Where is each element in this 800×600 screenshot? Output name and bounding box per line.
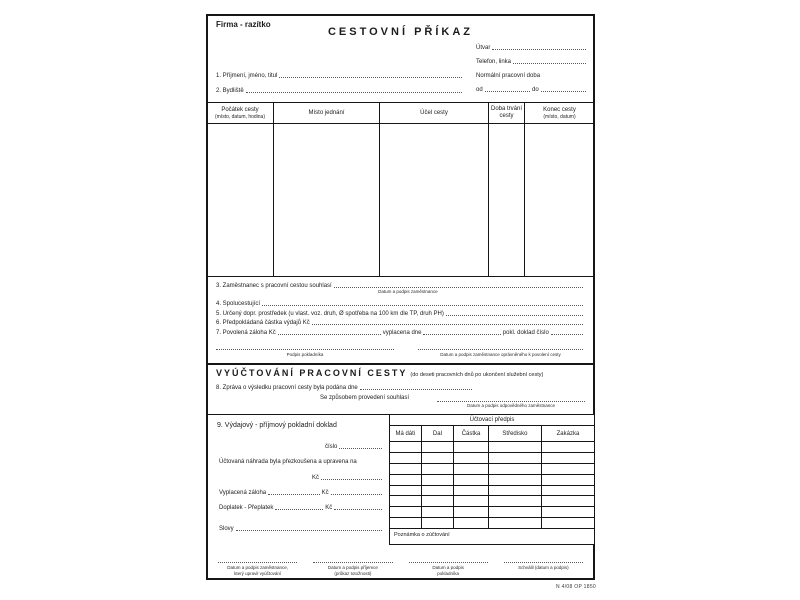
dotted-line	[334, 281, 583, 288]
trip-col-place-header	[274, 103, 379, 124]
signature-dotted-line	[504, 557, 583, 563]
dotted-line	[334, 503, 382, 510]
cash-voucher-left	[207, 415, 389, 545]
cashier-signature-caption: Podpis pokladníka	[286, 352, 324, 357]
company-stamp-label: Firma - razítko	[216, 20, 271, 29]
table-row	[390, 442, 594, 453]
method-approval-caption: Datum a podpis odpovědného zaměstnance	[467, 403, 556, 408]
amount-in-words-label: Slovy	[219, 526, 234, 532]
dotted-line	[423, 328, 500, 335]
dotted-line	[312, 318, 583, 325]
from-label: od	[476, 87, 483, 93]
settlement-title-subtitle: (do deseti pracovních dnů po ukončení služební cesty)	[410, 372, 544, 378]
trip-col-end-header	[525, 103, 594, 124]
header-main: Doba trvání	[490, 106, 523, 112]
header-main: Konec cesty	[543, 106, 576, 113]
kc-label: Kč	[325, 505, 333, 511]
line8-label: 8. Zpráva o výsledku pracovní cesty byla podána dne	[216, 385, 358, 391]
form-title: CESTOVNÍ PŘÍKAZ	[327, 26, 474, 38]
personal-fields	[216, 71, 464, 101]
dotted-line	[268, 488, 319, 495]
trip-col-start	[207, 103, 274, 276]
dotted-line	[513, 57, 586, 64]
working-hours-range	[476, 85, 588, 93]
trip-col-purpose-header	[380, 103, 488, 124]
phone-label: Telefon, linka	[476, 59, 512, 65]
form-code: N 4/08 OP 1850	[556, 584, 596, 590]
signature-dotted-line	[437, 395, 585, 402]
name-label: 1. Příjmení, jméno, titul	[216, 73, 278, 79]
header-main: Účel cesty	[420, 109, 448, 116]
dotted-line	[275, 503, 323, 510]
table-row	[390, 518, 594, 529]
dotted-line	[321, 473, 382, 480]
table-row	[390, 453, 594, 464]
adjusted-amount-field	[312, 473, 384, 481]
header-sub: (místo, datum)	[543, 113, 576, 120]
line9-voucher-title	[217, 422, 337, 429]
method-approval-signature	[437, 395, 585, 408]
trip-col-duration-header	[489, 103, 524, 124]
address-label: 2. Bydliště	[216, 88, 244, 94]
signature-approver-block	[504, 557, 583, 576]
paid-advance-label: Vyplacená záloha	[219, 490, 267, 496]
accounting-table-header	[390, 426, 594, 442]
checked-compensation-label: Účtovaná náhrada byla přezkoušena a upravena na	[219, 459, 357, 465]
dotted-line	[278, 328, 381, 335]
signature-caption: Datum a podpis zaměstnance, který upravil vyúčtování	[227, 565, 289, 576]
department-label: Útvar	[476, 45, 491, 51]
dotted-line	[262, 299, 583, 306]
signature-cashier-block	[409, 557, 488, 576]
signature-dotted-line	[216, 342, 394, 350]
voucher-number-field	[325, 442, 384, 450]
settlement-title-text: VYÚČTOVÁNÍ PRACOVNÍ CESTY	[216, 368, 408, 378]
line3-signature-caption-row	[216, 289, 585, 298]
method-approval-label: Se způsobem provedení souhlasí	[320, 395, 410, 401]
trip-col-purpose	[380, 103, 489, 276]
department-field	[476, 43, 588, 51]
approval-lines	[216, 280, 585, 336]
mid-signature-row	[216, 342, 583, 357]
col-ma-dati: Má dáti	[390, 426, 422, 441]
line7-advance	[216, 326, 585, 336]
working-hours-label-row	[476, 71, 588, 79]
kc-label: Kč	[321, 490, 329, 496]
accounting-table-title: Účtovací předpis	[390, 415, 594, 426]
trip-col-end	[525, 103, 594, 276]
line4-companions	[216, 298, 585, 307]
dotted-line	[541, 85, 586, 92]
table-row	[390, 475, 594, 486]
line6-label: 6. Předpokládaná částka výdajů Kč	[216, 320, 310, 326]
table-row	[390, 464, 594, 475]
signature-dotted-line	[409, 557, 488, 563]
dotted-line	[279, 71, 462, 78]
signature-caption: Datum a podpis pokladníka	[432, 565, 464, 576]
to-label: do	[532, 87, 539, 93]
line3-employee-agrees	[216, 280, 585, 289]
signature-caption: Schválil (datum a podpis)	[518, 565, 569, 570]
header-right-fields	[476, 43, 588, 99]
voucher-number-label: číslo	[325, 444, 338, 450]
header-main: Počátek cesty	[221, 106, 259, 113]
header-main2: cesty	[499, 113, 514, 119]
surcharge-label: Doplatek - Přeplatek	[219, 505, 274, 511]
trip-col-duration	[489, 103, 525, 276]
signature-dotted-line	[313, 557, 392, 563]
signature-dotted-line	[218, 557, 297, 563]
dotted-line	[492, 43, 586, 50]
trip-col-start-header	[207, 103, 273, 124]
method-approval-row	[320, 395, 585, 408]
name-field	[216, 71, 464, 79]
cashier-signature-block	[216, 342, 394, 357]
dotted-line	[551, 328, 583, 335]
line8-report-submitted	[216, 383, 474, 391]
section-divider	[207, 363, 594, 365]
amount-in-words-field	[219, 524, 384, 532]
dotted-line	[360, 383, 472, 390]
cash-voucher-section	[207, 414, 594, 545]
table-row	[390, 496, 594, 507]
col-stredisko: Středisko	[489, 426, 542, 441]
col-dal: Dal	[422, 426, 455, 441]
signature-adjuster-block	[218, 557, 297, 576]
travel-order-form	[206, 14, 595, 580]
line9-label: 9. Výdajový - příjmový pokladní doklad	[217, 422, 337, 429]
dotted-line	[485, 85, 530, 92]
checked-compensation-label-row	[219, 459, 357, 465]
signature-dotted-line	[418, 342, 583, 350]
accounting-table-body	[390, 442, 594, 529]
trip-table	[207, 102, 594, 277]
dotted-line	[236, 524, 382, 531]
dotted-line	[246, 86, 462, 93]
dotted-line	[331, 488, 382, 495]
bottom-signature-row	[218, 557, 583, 576]
line3-signature-caption: Datum a podpis zaměstnance	[378, 289, 438, 294]
line7-doc-number-label: pokl. doklad číslo	[502, 330, 549, 336]
working-hours-label: Normální pracovní doba	[476, 73, 541, 79]
header-main: Místo jednání	[308, 109, 345, 116]
trip-col-place	[274, 103, 380, 276]
settlement-note-label: Poznámka o zúčtování	[394, 532, 450, 538]
line7-paid-on-label: vyplacena dne	[382, 330, 422, 336]
surcharge-field	[219, 503, 384, 511]
line4-label: 4. Spolucestující	[216, 301, 261, 307]
line3-label: 3. Zaměstnanec s pracovní cestou souhlasí	[216, 283, 332, 289]
dotted-line	[339, 442, 382, 449]
accounting-table	[389, 415, 594, 545]
line7-label: 7. Povolená záloha Kč	[216, 330, 276, 336]
authorizer-signature-caption: Datum a podpis zaměstnance oprávněného k povolení cesty	[440, 352, 561, 357]
line5-label: 5. Určený dopr. prostředek (u vlast. voz. druh, Ø spotřeba na 100 km dle TP, druh PH)	[216, 311, 444, 317]
line5-transport	[216, 307, 585, 317]
phone-field	[476, 57, 588, 65]
kc-label: Kč	[312, 475, 320, 481]
col-zakazka: Zakázka	[556, 430, 580, 437]
signature-recipient-block	[313, 557, 392, 576]
address-field	[216, 86, 464, 94]
table-row	[390, 486, 594, 497]
authorizer-signature-block	[418, 342, 583, 357]
col-castka: Částka	[454, 426, 489, 441]
header-sub: (místo, datum, hodina)	[214, 113, 266, 120]
signature-caption: Datum a podpis příjemce (průkaz totožnosti)	[327, 565, 378, 576]
table-row	[390, 507, 594, 518]
paid-advance-field	[219, 488, 384, 496]
line6-estimated-expenses	[216, 317, 585, 326]
settlement-section-title	[216, 368, 543, 378]
dotted-line	[446, 309, 583, 316]
